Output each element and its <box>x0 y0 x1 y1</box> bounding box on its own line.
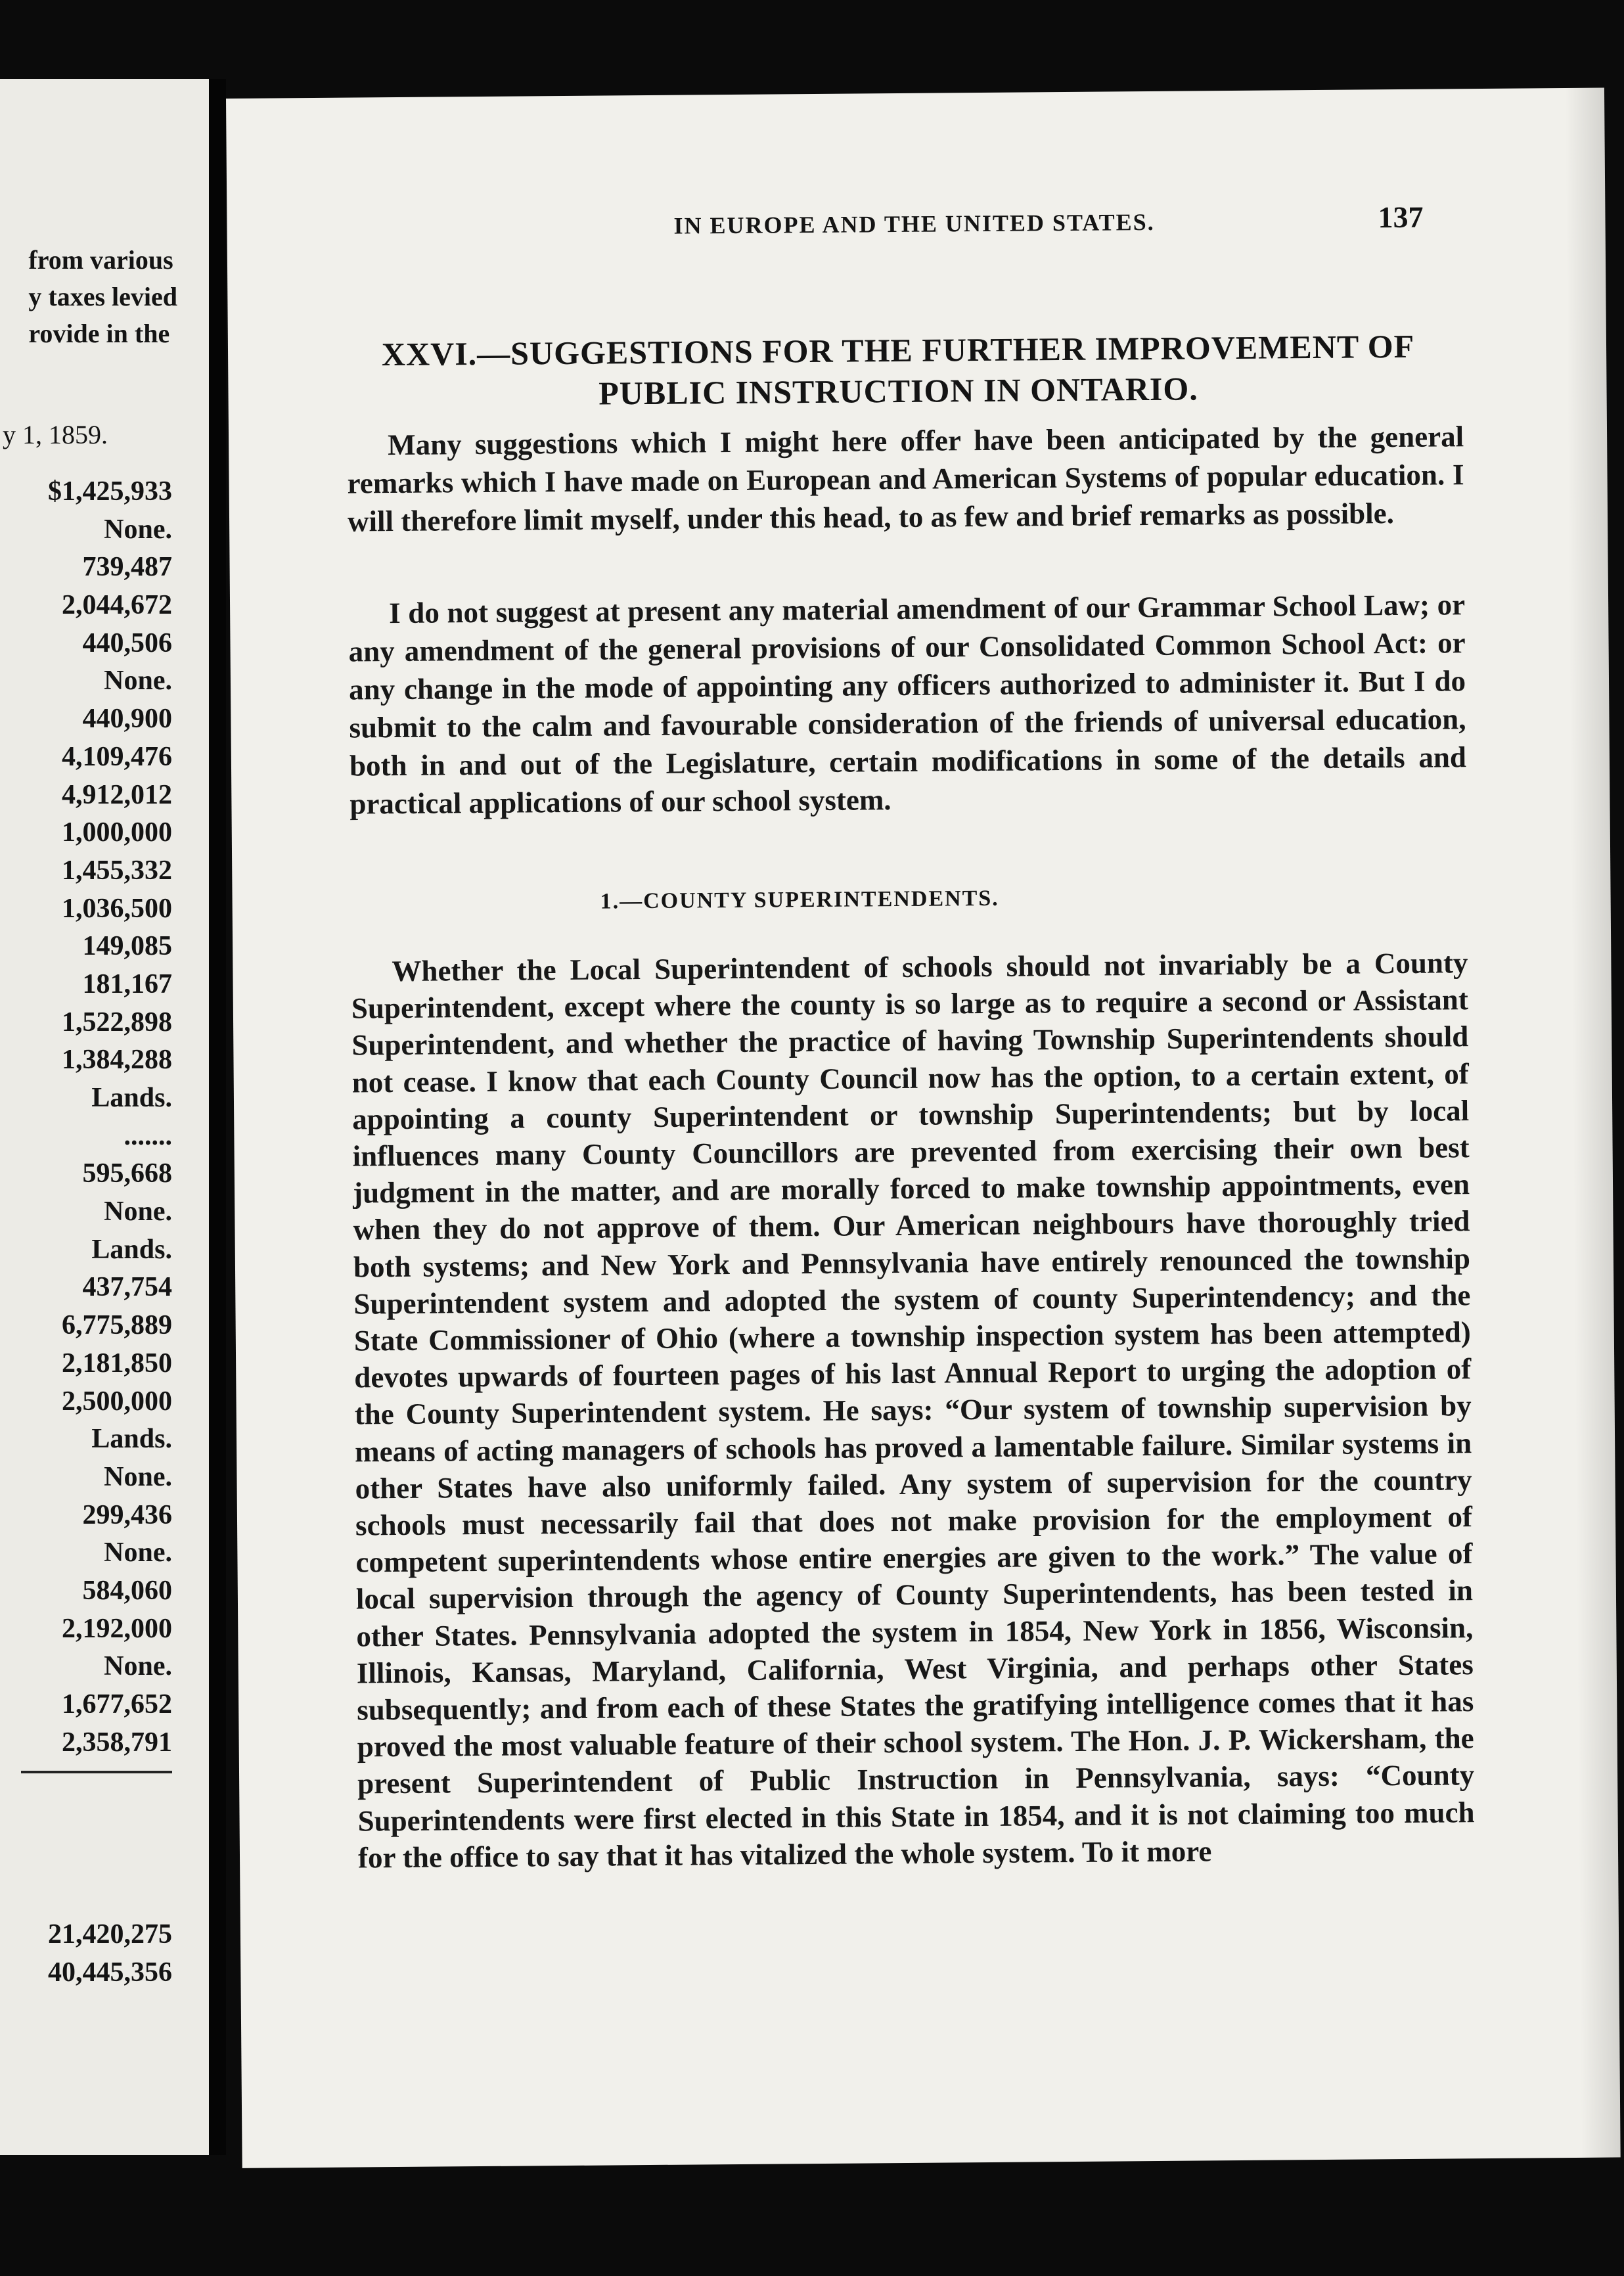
left-value-row: 440,900 <box>82 704 172 735</box>
page-edge-shadow <box>1565 88 1621 2158</box>
left-value-row: $1,425,933 <box>48 476 172 507</box>
left-value-row: 1,455,332 <box>62 855 172 886</box>
left-value-row: None. <box>104 1537 172 1568</box>
paragraph-text: I do not suggest at present any material amendment of our Grammar School Law; or any amendment of the general provisions of our Consolidated Common School Act: or any change in the mode of appointing any officers authorized to administer it. But I do submit to the calm and favourable consideration of the friends of universal education, both in and out of the Legislature, certain modifications in some of the details and practical applications of our school system. <box>348 588 1467 821</box>
left-value-row: 1,677,652 <box>62 1689 172 1719</box>
left-value-row: 739,487 <box>82 552 172 583</box>
left-value-row: 1,036,500 <box>62 893 172 924</box>
book-page <box>226 88 1621 2168</box>
left-value-row: 2,358,791 <box>62 1727 172 1758</box>
left-value-row: 1,000,000 <box>62 817 172 848</box>
paragraph-text: Whether the Local Superintendent of schools should not invariably be a County Superintendent, except where the county is so large as to require a second or Assistant Superintendent, and whether the practice of having Township Superintendents should not cease. I know that each County Council now has the option, to a certain extent, of appointing a county Superintendent or township Superintendents; but by local influences many County Councillors are prevented from exercising their own best judgment in the matter, and are morally forced to make township appointments, even when they do not approve of them. Our American neighbours have thoroughly tried both systems; and New York and Pennsylvania have entirely renounced the township Superintendent system and adopted the system of county Superintendency; and the State Commissioner of Ohio (where a township inspection system has been attempted) devotes upwards of fourteen pages of his last Annual Report to urging the adoption of the County Superintendent system. He says: “Our system of township supervision by means of acting managers of schools has proved a lamentable failure. Similar systems in other States have also uniformly failed. Any system of supervision for the country schools must necessarily fail that does not make provision for the employment of competent superintendents whose entire energies are given to the work.” The value of local supervision through the agency of County Superintendents, has been tested in other States. Pennsylvania adopted the system in 1854, New York in 1856, Wisconsin, Illinois, Kansas, Maryland, California, West Virginia, and perhaps other States subsequently; and from each of these States the gratifying intelligence comes that it has proved the most valuable feature of their school system. The Hon. J. P. Wickersham, the present Superintendent of Public Instruction in Pennsylvania, says: “County Superintendents were first elected in this State in 1854, and it is not claiming too much for the office to say that it has vitalized the whole system. To it more <box>351 946 1475 1875</box>
left-total: 40,445,356 <box>48 1957 172 1988</box>
left-values-column <box>0 473 172 1788</box>
left-value-row: 149,085 <box>82 931 172 962</box>
left-value-row: 1,522,898 <box>62 1007 172 1037</box>
left-value-row: 2,181,850 <box>62 1348 172 1378</box>
left-value-row: 1,384,288 <box>62 1045 172 1076</box>
left-value-row: Lands. <box>91 1083 172 1113</box>
left-value-row: None. <box>104 514 172 545</box>
left-value-row: 4,912,012 <box>62 779 172 810</box>
left-value-row: 2,500,000 <box>62 1386 172 1417</box>
left-date-heading: y 1, 1859. <box>3 420 108 449</box>
left-text-line: y taxes levied <box>28 282 177 311</box>
subsection-heading: 1.—COUNTY SUPERINTENDENTS. <box>600 886 999 914</box>
left-text-line: rovide in the <box>28 319 170 348</box>
paragraph-2 <box>348 585 1467 823</box>
left-value-row: 299,436 <box>82 1499 172 1530</box>
paragraph-3 <box>351 944 1475 1876</box>
left-value-row: 181,167 <box>82 968 172 999</box>
left-value-row: 2,192,000 <box>62 1613 172 1644</box>
left-value-row: ....... <box>124 1120 172 1151</box>
left-text-line: from various <box>28 245 173 275</box>
left-value-row: 6,775,889 <box>62 1310 172 1341</box>
left-value-row: 584,060 <box>82 1575 172 1606</box>
total-rule <box>21 1771 172 1773</box>
left-totals <box>48 1915 172 1992</box>
left-value-row: None. <box>104 1651 172 1682</box>
left-value-row: None. <box>104 1196 172 1227</box>
left-value-row: None. <box>104 1461 172 1492</box>
left-value-row: 437,754 <box>82 1272 172 1303</box>
paragraph-text: Many suggestions which I might here offer have been anticipated by the general remarks which I have made on European and American Systems of popular education. I will therefore limit myself, under this head, to as few and brief remarks as possible. <box>347 420 1464 538</box>
book-gutter <box>209 79 226 2155</box>
page-number: 137 <box>1378 200 1424 235</box>
left-value-row: 2,044,672 <box>62 590 172 621</box>
left-page-text <box>28 242 177 352</box>
left-facing-page <box>0 79 209 2155</box>
left-value-row: 595,668 <box>82 1158 172 1189</box>
running-head: IN EUROPE AND THE UNITED STATES. <box>673 208 1155 239</box>
left-value-row: Lands. <box>91 1424 172 1455</box>
left-value-row: None. <box>104 666 172 696</box>
left-value-row: 440,506 <box>82 627 172 658</box>
left-value-row: Lands. <box>91 1234 172 1265</box>
left-value-row: 4,109,476 <box>62 741 172 772</box>
left-total: 21,420,275 <box>48 1919 172 1949</box>
paragraph-1 <box>347 417 1464 540</box>
section-title: XXVI.—SUGGESTIONS FOR THE FURTHER IMPROVEMENT OF PUBLIC INSTRUCTION IN ONTARIO. <box>381 327 1415 412</box>
